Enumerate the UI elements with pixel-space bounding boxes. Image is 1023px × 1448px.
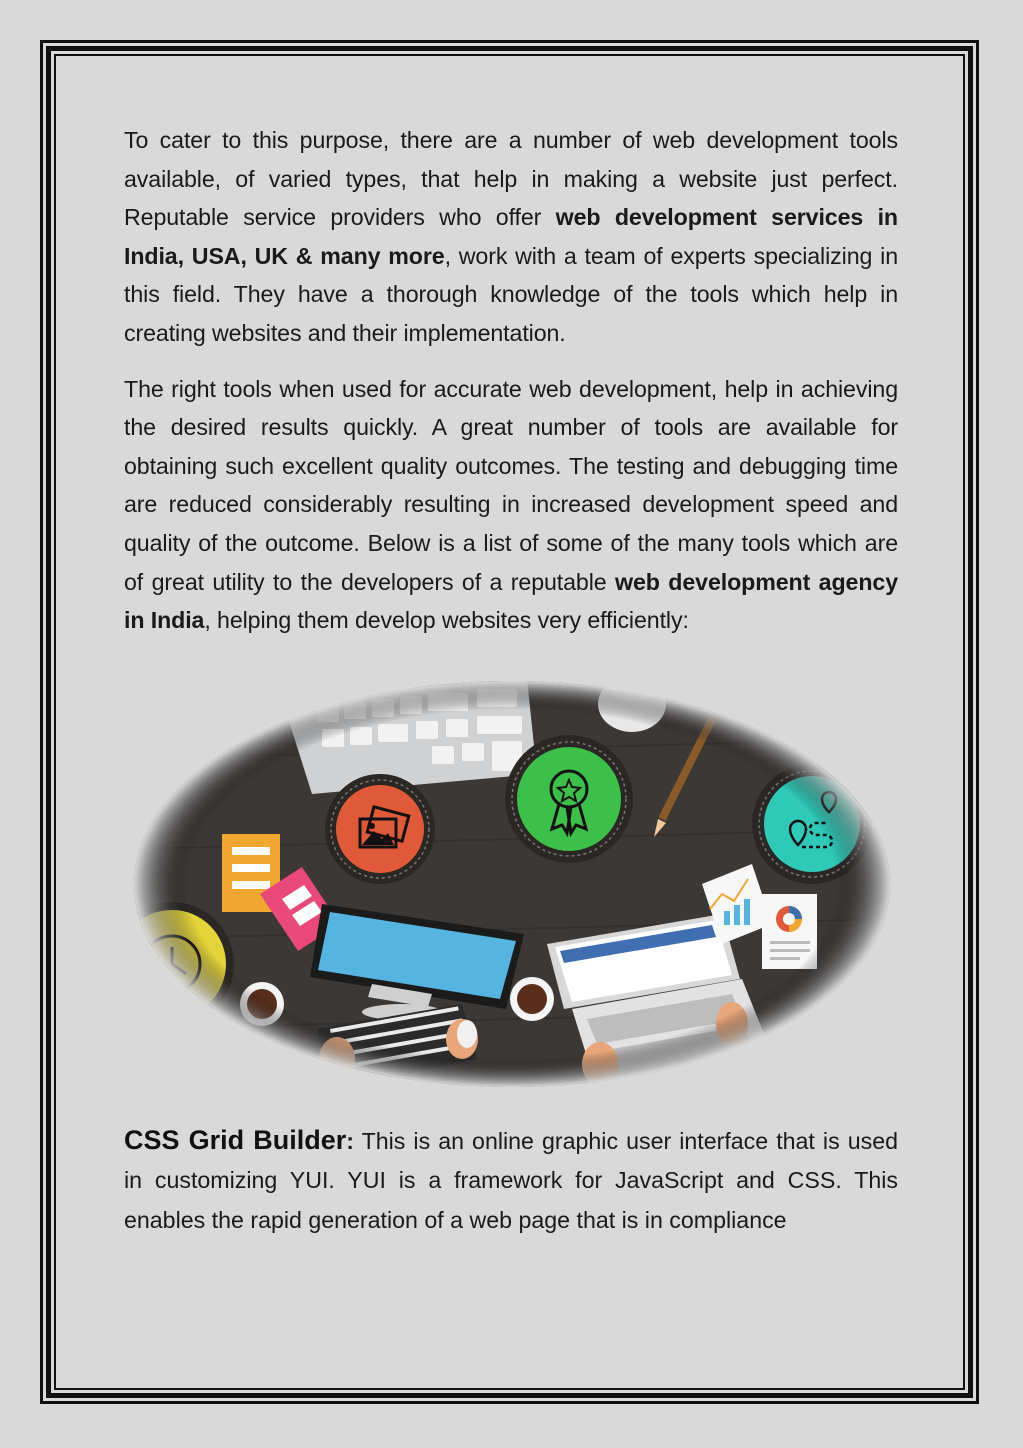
section-body-text: This is an online graphic user interface that is used in customizing YUI. YUI is a framework for JavaScript and CSS. This enables the rapid generation of a web page that is in compliance xyxy=(124,1127,898,1233)
paragraph-intro-text-end: , work with a team of experts specializing in this field. They have a thorough knowledge of the tools which help in creating websites and their implementation. xyxy=(124,242,898,346)
section-heading-colon: : xyxy=(346,1127,354,1154)
page-content xyxy=(124,121,898,1264)
paragraph-tools-text-end: , helping them develop websites very efficiently: xyxy=(204,607,689,634)
illustration-svg xyxy=(132,679,892,1089)
paragraph-tools-text: The right tools when used for accurate web development, help in achieving the desired results quickly. A great number of tools are available for obtaining such excellent quality outcomes. The testing and debugging time are reduced considerably resulting in increased development speed and quality of the outcome. Below is a list of some of the many tools which are of great utility to the developers of a reputable xyxy=(124,375,898,595)
section-heading: CSS Grid Builder xyxy=(124,1124,347,1155)
web-development-illustration xyxy=(132,679,892,1089)
service-link-text: web development services in India, USA, UK & many more xyxy=(124,204,898,269)
paragraph-intro xyxy=(124,121,898,353)
agency-link-text: web development agency in India xyxy=(124,568,898,634)
paragraph-tools xyxy=(124,370,898,640)
section-css-grid-builder xyxy=(124,1121,898,1241)
paragraph-intro-text: To cater to this purpose, there are a number of web development tools available, of varied types, that help in making a website just perfect. Reputable service providers who offer xyxy=(124,127,898,231)
